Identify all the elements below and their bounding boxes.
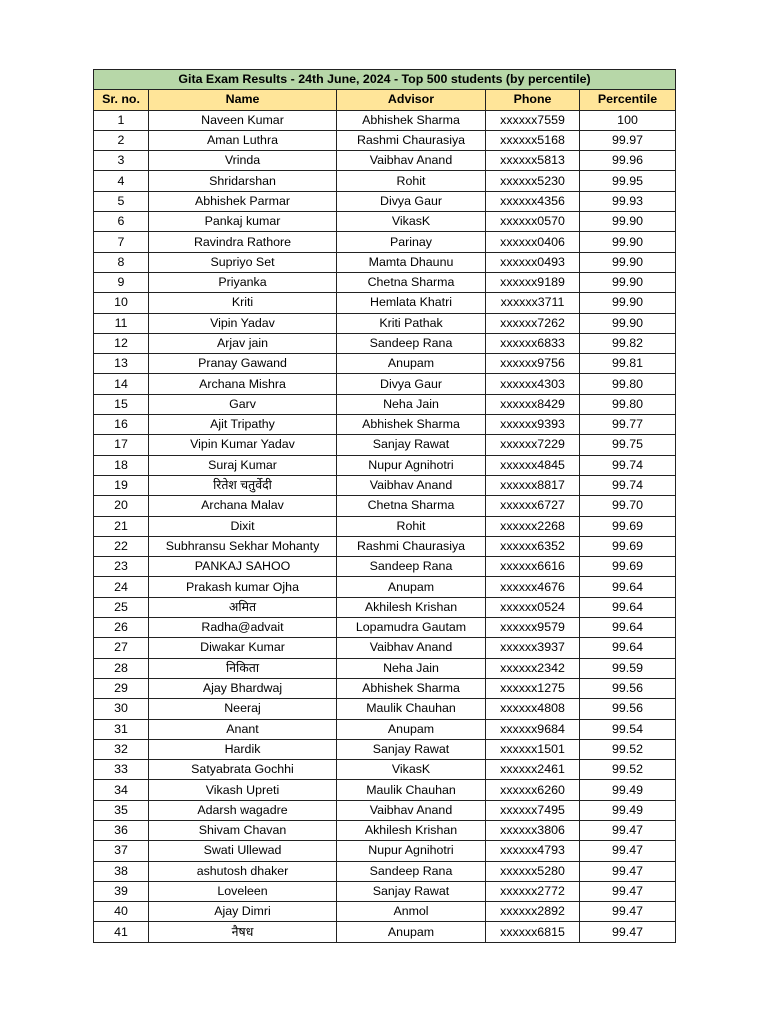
cell-advisor: Hemlata Khatri [337,293,486,313]
cell-percentile: 99.52 [580,760,676,780]
cell-phone: xxxxxx8817 [486,475,580,495]
cell-phone: xxxxxx4808 [486,699,580,719]
cell-advisor: Anupam [337,922,486,942]
cell-phone: xxxxxx4793 [486,841,580,861]
cell-name: Loveleen [149,881,337,901]
table-body [94,110,676,942]
cell-sr-no: 40 [94,902,149,922]
cell-advisor: Maulik Chauhan [337,699,486,719]
cell-phone: xxxxxx9684 [486,719,580,739]
cell-phone: xxxxxx2342 [486,658,580,678]
cell-name: Ajit Tripathy [149,415,337,435]
cell-advisor: Rohit [337,171,486,191]
cell-phone: xxxxxx6833 [486,333,580,353]
cell-sr-no: 21 [94,516,149,536]
cell-percentile: 99.70 [580,496,676,516]
cell-name: Vipin Kumar Yadav [149,435,337,455]
cell-percentile: 99.47 [580,881,676,901]
cell-percentile: 99.69 [580,557,676,577]
cell-percentile: 99.64 [580,618,676,638]
cell-name: Radha@advait [149,618,337,638]
cell-percentile: 99.90 [580,212,676,232]
cell-advisor: Divya Gaur [337,374,486,394]
cell-sr-no: 10 [94,293,149,313]
cell-percentile: 99.49 [580,780,676,800]
cell-percentile: 99.95 [580,171,676,191]
cell-sr-no: 7 [94,232,149,252]
cell-name: Suraj Kumar [149,455,337,475]
cell-name: Kriti [149,293,337,313]
header-sr-no: Sr. no. [94,90,149,110]
table-row [94,536,676,556]
cell-advisor: Chetna Sharma [337,272,486,292]
cell-sr-no: 3 [94,151,149,171]
table-row [94,516,676,536]
cell-percentile: 99.52 [580,739,676,759]
cell-percentile: 99.56 [580,678,676,698]
cell-phone: xxxxxx3806 [486,820,580,840]
cell-sr-no: 8 [94,252,149,272]
table-row [94,800,676,820]
cell-sr-no: 17 [94,435,149,455]
cell-name: नैषध [149,922,337,942]
header-phone: Phone [486,90,580,110]
table-row [94,394,676,414]
cell-name: Arjav jain [149,333,337,353]
cell-sr-no: 15 [94,394,149,414]
cell-advisor: Maulik Chauhan [337,780,486,800]
cell-sr-no: 32 [94,739,149,759]
table-row [94,130,676,150]
cell-advisor: Vaibhav Anand [337,638,486,658]
cell-percentile: 99.77 [580,415,676,435]
cell-percentile: 99.90 [580,232,676,252]
cell-phone: xxxxxx2892 [486,902,580,922]
table-row [94,861,676,881]
cell-name: Shivam Chavan [149,820,337,840]
cell-advisor: Neha Jain [337,658,486,678]
table-row [94,232,676,252]
cell-name: Dixit [149,516,337,536]
cell-name: रितेश चतुर्वेदी [149,475,337,495]
cell-sr-no: 9 [94,272,149,292]
table-row [94,171,676,191]
cell-sr-no: 30 [94,699,149,719]
cell-name: PANKAJ SAHOO [149,557,337,577]
cell-advisor: Abhishek Sharma [337,415,486,435]
cell-name: ashutosh dhaker [149,861,337,881]
cell-phone: xxxxxx7495 [486,800,580,820]
table-row [94,455,676,475]
cell-phone: xxxxxx7229 [486,435,580,455]
table-row [94,902,676,922]
cell-percentile: 99.64 [580,577,676,597]
cell-advisor: Parinay [337,232,486,252]
cell-phone: xxxxxx6260 [486,780,580,800]
cell-name: Pankaj kumar [149,212,337,232]
table-row [94,881,676,901]
cell-sr-no: 36 [94,820,149,840]
cell-sr-no: 38 [94,861,149,881]
cell-percentile: 99.56 [580,699,676,719]
cell-sr-no: 28 [94,658,149,678]
cell-name: Pranay Gawand [149,354,337,374]
table-row [94,577,676,597]
table-row [94,415,676,435]
cell-advisor: Abhishek Sharma [337,110,486,130]
cell-percentile: 99.47 [580,922,676,942]
cell-sr-no: 1 [94,110,149,130]
cell-name: Anant [149,719,337,739]
table-row [94,678,676,698]
cell-advisor: Kriti Pathak [337,313,486,333]
cell-advisor: Sandeep Rana [337,557,486,577]
cell-sr-no: 19 [94,475,149,495]
table-row [94,922,676,942]
cell-percentile: 99.69 [580,516,676,536]
cell-phone: xxxxxx4356 [486,191,580,211]
cell-percentile: 99.75 [580,435,676,455]
cell-advisor: Nupur Agnihotri [337,841,486,861]
table-row [94,252,676,272]
cell-name: Abhishek Parmar [149,191,337,211]
table-row [94,475,676,495]
table-row [94,151,676,171]
cell-phone: xxxxxx5230 [486,171,580,191]
cell-name: निकिता [149,658,337,678]
cell-name: Garv [149,394,337,414]
cell-sr-no: 6 [94,212,149,232]
header-row [94,90,676,110]
title-row [94,70,676,90]
cell-phone: xxxxxx9756 [486,354,580,374]
cell-percentile: 99.54 [580,719,676,739]
table-row [94,212,676,232]
cell-phone: xxxxxx0570 [486,212,580,232]
cell-percentile: 100 [580,110,676,130]
cell-phone: xxxxxx7559 [486,110,580,130]
table-row [94,313,676,333]
cell-phone: xxxxxx4845 [486,455,580,475]
table-title: Gita Exam Results - 24th June, 2024 - Top 500 students (by percentile) [94,70,676,90]
table-row [94,638,676,658]
cell-phone: xxxxxx2268 [486,516,580,536]
cell-percentile: 99.64 [580,638,676,658]
table-row [94,333,676,353]
cell-percentile: 99.74 [580,475,676,495]
cell-phone: xxxxxx1501 [486,739,580,759]
cell-phone: xxxxxx6815 [486,922,580,942]
cell-percentile: 99.47 [580,902,676,922]
cell-advisor: Akhilesh Krishan [337,820,486,840]
cell-name: Ajay Dimri [149,902,337,922]
cell-sr-no: 41 [94,922,149,942]
cell-advisor: Lopamudra Gautam [337,618,486,638]
cell-name: अमित [149,597,337,617]
table-row [94,374,676,394]
cell-sr-no: 39 [94,881,149,901]
cell-sr-no: 24 [94,577,149,597]
cell-phone: xxxxxx0406 [486,232,580,252]
table-row [94,354,676,374]
cell-phone: xxxxxx3937 [486,638,580,658]
header-name: Name [149,90,337,110]
cell-name: Shridarshan [149,171,337,191]
cell-percentile: 99.74 [580,455,676,475]
cell-advisor: Rohit [337,516,486,536]
cell-name: Diwakar Kumar [149,638,337,658]
cell-advisor: Sanjay Rawat [337,739,486,759]
table-row [94,597,676,617]
cell-name: Vrinda [149,151,337,171]
cell-name: Priyanka [149,272,337,292]
table-row [94,699,676,719]
cell-advisor: Anmol [337,902,486,922]
cell-sr-no: 25 [94,597,149,617]
cell-advisor: Anupam [337,719,486,739]
cell-name: Ravindra Rathore [149,232,337,252]
cell-percentile: 99.80 [580,374,676,394]
cell-name: Vipin Yadav [149,313,337,333]
cell-advisor: VikasK [337,760,486,780]
cell-name: Subhransu Sekhar Mohanty [149,536,337,556]
cell-advisor: Chetna Sharma [337,496,486,516]
table-row [94,739,676,759]
cell-name: Adarsh wagadre [149,800,337,820]
cell-percentile: 99.59 [580,658,676,678]
cell-phone: xxxxxx5280 [486,861,580,881]
cell-advisor: Abhishek Sharma [337,678,486,698]
cell-name: Hardik [149,739,337,759]
cell-phone: xxxxxx5813 [486,151,580,171]
cell-phone: xxxxxx7262 [486,313,580,333]
cell-percentile: 99.90 [580,313,676,333]
cell-phone: xxxxxx0524 [486,597,580,617]
cell-sr-no: 35 [94,800,149,820]
cell-advisor: Anupam [337,354,486,374]
cell-percentile: 99.64 [580,597,676,617]
cell-sr-no: 18 [94,455,149,475]
table-row [94,557,676,577]
cell-sr-no: 22 [94,536,149,556]
cell-advisor: Vaibhav Anand [337,800,486,820]
cell-name: Neeraj [149,699,337,719]
table-row [94,719,676,739]
table-row [94,435,676,455]
cell-phone: xxxxxx2461 [486,760,580,780]
cell-phone: xxxxxx6727 [486,496,580,516]
cell-name: Archana Malav [149,496,337,516]
cell-advisor: Sandeep Rana [337,333,486,353]
cell-advisor: Nupur Agnihotri [337,455,486,475]
cell-sr-no: 5 [94,191,149,211]
cell-advisor: VikasK [337,212,486,232]
cell-sr-no: 23 [94,557,149,577]
cell-advisor: Rashmi Chaurasiya [337,130,486,150]
cell-sr-no: 13 [94,354,149,374]
cell-percentile: 99.90 [580,293,676,313]
cell-name: Satyabrata Gochhi [149,760,337,780]
cell-phone: xxxxxx5168 [486,130,580,150]
table-row [94,191,676,211]
cell-sr-no: 20 [94,496,149,516]
cell-advisor: Sanjay Rawat [337,881,486,901]
cell-advisor: Anupam [337,577,486,597]
cell-percentile: 99.69 [580,536,676,556]
cell-percentile: 99.80 [580,394,676,414]
table-row [94,658,676,678]
cell-percentile: 99.82 [580,333,676,353]
cell-name: Aman Luthra [149,130,337,150]
cell-advisor: Vaibhav Anand [337,151,486,171]
cell-sr-no: 37 [94,841,149,861]
header-advisor: Advisor [337,90,486,110]
cell-phone: xxxxxx0493 [486,252,580,272]
table-row [94,293,676,313]
cell-name: Supriyo Set [149,252,337,272]
table-row [94,618,676,638]
cell-advisor: Vaibhav Anand [337,475,486,495]
cell-percentile: 99.90 [580,272,676,292]
cell-phone: xxxxxx9393 [486,415,580,435]
cell-advisor: Neha Jain [337,394,486,414]
cell-sr-no: 29 [94,678,149,698]
cell-name: Ajay Bhardwaj [149,678,337,698]
cell-name: Naveen Kumar [149,110,337,130]
cell-percentile: 99.93 [580,191,676,211]
cell-phone: xxxxxx9579 [486,618,580,638]
cell-phone: xxxxxx3711 [486,293,580,313]
cell-sr-no: 33 [94,760,149,780]
cell-percentile: 99.97 [580,130,676,150]
cell-sr-no: 16 [94,415,149,435]
cell-sr-no: 27 [94,638,149,658]
cell-sr-no: 31 [94,719,149,739]
cell-sr-no: 12 [94,333,149,353]
cell-phone: xxxxxx8429 [486,394,580,414]
cell-advisor: Mamta Dhaunu [337,252,486,272]
cell-percentile: 99.96 [580,151,676,171]
cell-name: Prakash kumar Ojha [149,577,337,597]
header-percentile: Percentile [580,90,676,110]
cell-advisor: Sandeep Rana [337,861,486,881]
cell-phone: xxxxxx6616 [486,557,580,577]
cell-phone: xxxxxx1275 [486,678,580,698]
cell-name: Archana Mishra [149,374,337,394]
table-row [94,780,676,800]
cell-percentile: 99.81 [580,354,676,374]
table-row [94,496,676,516]
table-row [94,841,676,861]
cell-advisor: Akhilesh Krishan [337,597,486,617]
cell-sr-no: 34 [94,780,149,800]
table-row [94,760,676,780]
cell-sr-no: 4 [94,171,149,191]
cell-advisor: Divya Gaur [337,191,486,211]
cell-name: Vikash Upreti [149,780,337,800]
cell-sr-no: 11 [94,313,149,333]
cell-phone: xxxxxx4303 [486,374,580,394]
cell-percentile: 99.47 [580,861,676,881]
cell-phone: xxxxxx6352 [486,536,580,556]
cell-percentile: 99.47 [580,841,676,861]
cell-advisor: Rashmi Chaurasiya [337,536,486,556]
cell-advisor: Sanjay Rawat [337,435,486,455]
cell-phone: xxxxxx2772 [486,881,580,901]
cell-sr-no: 26 [94,618,149,638]
cell-percentile: 99.49 [580,800,676,820]
table-row [94,820,676,840]
cell-phone: xxxxxx9189 [486,272,580,292]
table-row [94,272,676,292]
cell-sr-no: 14 [94,374,149,394]
cell-sr-no: 2 [94,130,149,150]
cell-percentile: 99.90 [580,252,676,272]
cell-percentile: 99.47 [580,820,676,840]
cell-phone: xxxxxx4676 [486,577,580,597]
cell-name: Swati Ullewad [149,841,337,861]
results-table [93,69,676,943]
table-row [94,110,676,130]
